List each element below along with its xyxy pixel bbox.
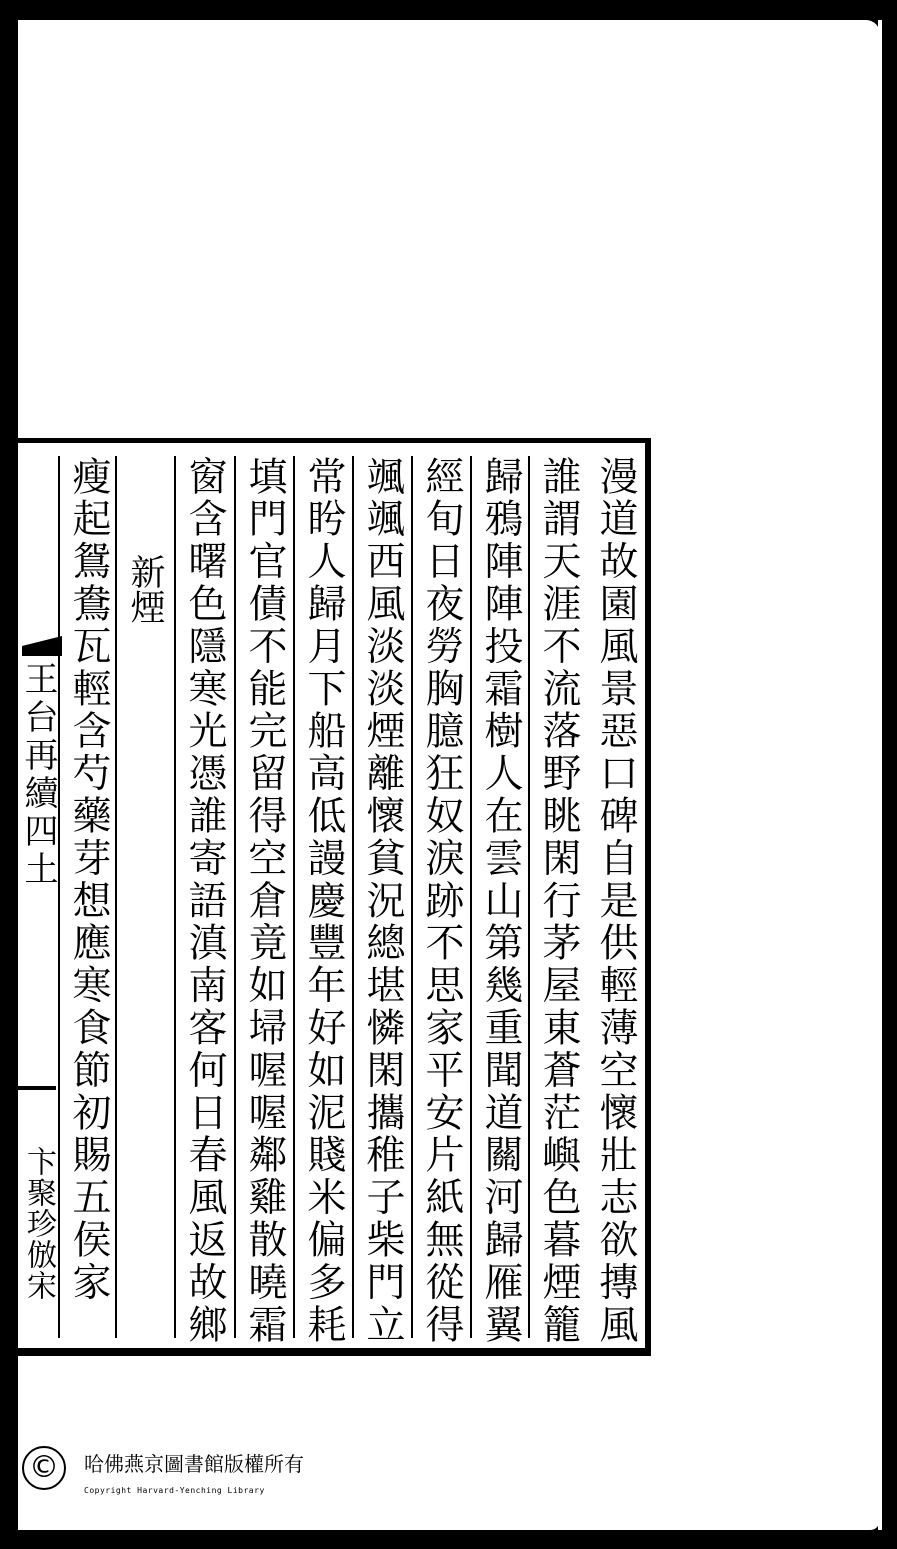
column-text: 經旬日夜勞胸臆狂奴淚跡不思家平安片紙無從得 bbox=[419, 456, 464, 1347]
column-text: 瘦起鴛鴦瓦輕含芍藥芽想應寒食節初賜五侯家 bbox=[66, 456, 111, 1304]
margin-publisher: 卞聚珍倣宋 bbox=[21, 1146, 56, 1301]
column-text: 誰謂天涯不流落野眺閑行茅屋東蒼茫嶼色暮煙籠 bbox=[536, 456, 581, 1347]
text-column bbox=[411, 456, 467, 1347]
text-frame bbox=[18, 438, 651, 1356]
text-column bbox=[58, 456, 114, 1338]
copyright-notice bbox=[22, 1446, 622, 1506]
column-text: 颯颯西風淡淡煙離懷貧況總堪憐閑攜稚子柴門立 bbox=[360, 456, 405, 1347]
margin-book-title: 王台再續四土 bbox=[18, 661, 58, 889]
column-text: 常盻人歸月下船高低謾慶豐年好如泥賤米偏多耗 bbox=[301, 456, 346, 1347]
column-text: 填門官債不能完留得空倉竟如埽喔喔鄰雞散曉霜 bbox=[242, 456, 287, 1347]
text-column bbox=[234, 456, 290, 1347]
copyright-icon: © bbox=[22, 1446, 66, 1490]
text-column bbox=[470, 456, 526, 1347]
text-column bbox=[174, 456, 230, 1347]
text-column bbox=[352, 456, 408, 1347]
column-text: 窗含曙色隱寒光憑誰寄語滇南客何日春風返故鄉 bbox=[182, 456, 227, 1347]
column-text: 漫道故園風景惡口碑自是供輕薄空懷壯志欲摶風 bbox=[593, 456, 638, 1347]
text-column bbox=[587, 456, 643, 1347]
copyright-english: Copyright Harvard-Yenching Library bbox=[84, 1486, 265, 1495]
center-margin-strip bbox=[18, 456, 60, 1338]
page-edge bbox=[878, 20, 882, 1530]
margin-divider bbox=[18, 1086, 56, 1090]
poem-title: 新煙 bbox=[125, 554, 165, 624]
text-column bbox=[528, 456, 584, 1347]
text-column bbox=[293, 456, 349, 1347]
column-text: 歸鴉陣陣投霜樹人在雲山第幾重聞道關河歸雁翼 bbox=[478, 456, 523, 1347]
title-column bbox=[115, 456, 171, 1338]
fishtail-mark bbox=[22, 636, 62, 656]
copyright-chinese: 哈佛燕京圖書館版權所有 bbox=[84, 1452, 304, 1476]
